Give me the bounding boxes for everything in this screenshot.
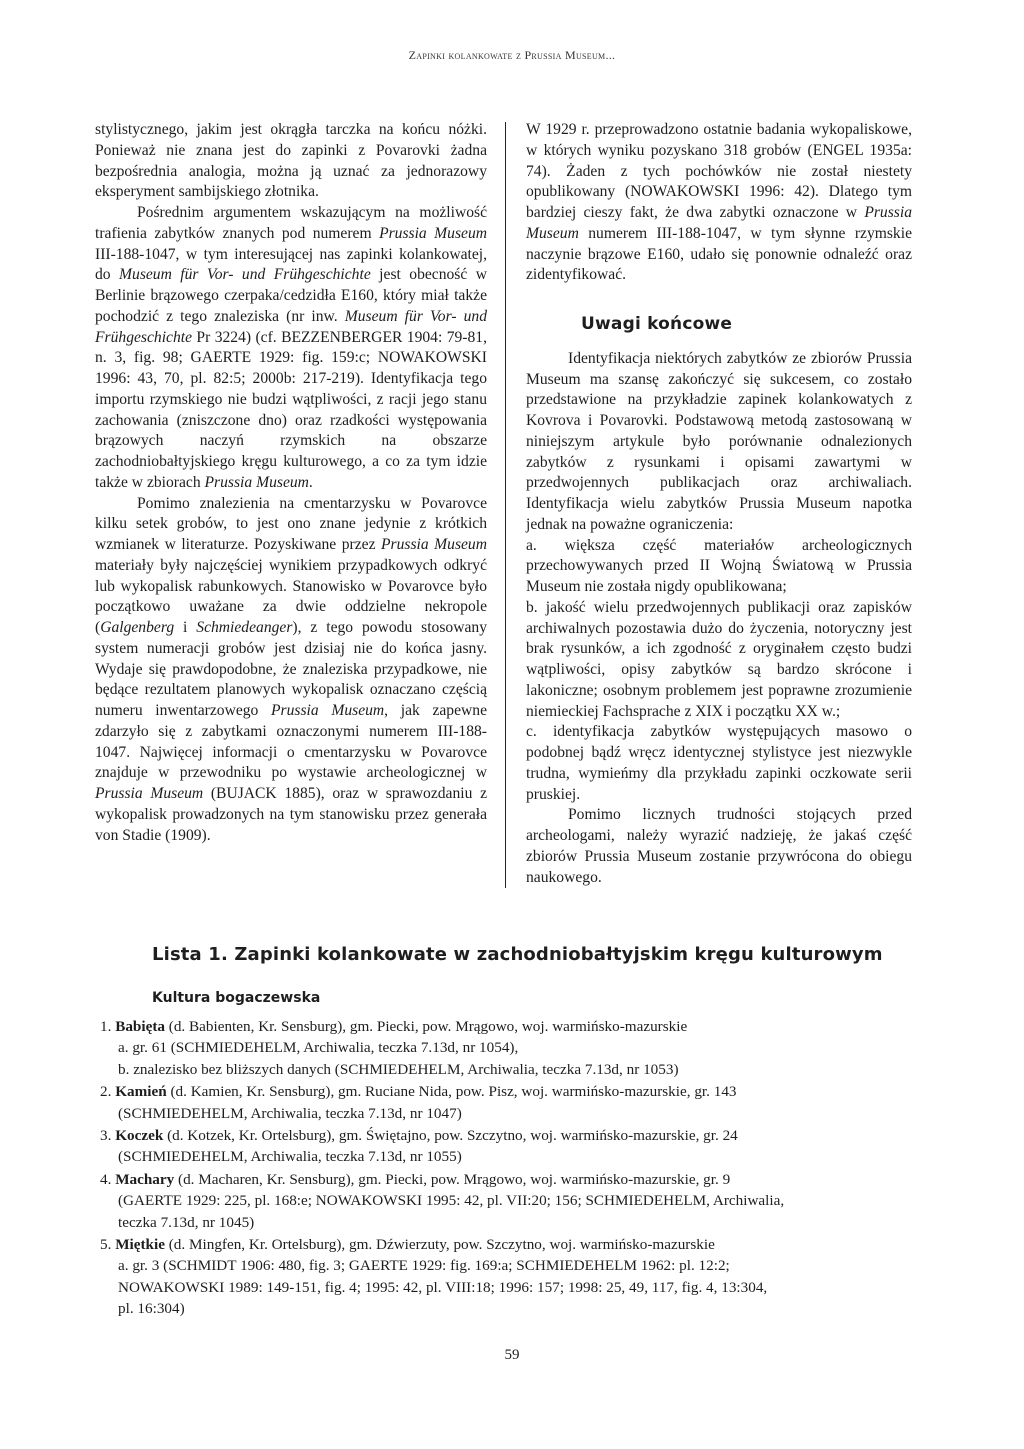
site-description: (d. Macharen, Kr. Sensburg), gm. Piecki, pow. Mrągowo, woj. warmińsko-mazurskie, gr. 9 [174,1170,731,1188]
site-name: Babięta [115,1018,165,1035]
list-item: a. większa część materiałów archeologicznych przechowywanych przed II Wojną Światową w Prussia Museum nie została nigdy opublikowana; [526,536,912,595]
site-reference-line: a. gr. 61 (SCHMIEDEHELM, Archiwalia, teczka 7.13d, nr 1054), [118,1039,519,1057]
site-entry-heading [100,1081,930,1102]
site-entry [100,1125,930,1168]
site-name: Machary [115,1170,175,1188]
list-item: c. identyfikacja zabytków występujących masowo o podobnej bądź wręcz identycznej stylistyce jest niezwykle trudna, wymieńmy dla przykładu zapinki oczkowate serii pruskiej. [526,723,912,803]
site-description: (d. Babienten, Kr. Sensburg), gm. Piecki, pow. Mrągowo, woj. warmińsko-mazurskie [164,1018,688,1035]
site-description: (d. Kotzek, Kr. Ortelsburg), gm. Świętajno, pow. Szczytno, woj. warmińsko-mazurskie, gr. 24 [163,1127,738,1145]
site-number: 5. [100,1236,116,1254]
site-number: 1. [100,1018,116,1035]
section-heading: Uwagi końcowe [581,314,733,334]
site-entry [100,1169,930,1233]
site-name: Miętkie [115,1236,165,1254]
site-reference-line: pl. 16:304) [118,1300,185,1318]
site-number: 4. [100,1170,116,1188]
site-reference-line: a. gr. 3 (SCHMIDT 1906: 480, fig. 3; GAERTE 1929: fig. 169:a; SCHMIEDEHELM 1962: pl. 12:2; [118,1257,730,1275]
paragraph: Pośrednim argumentem wskazującym na możliwość trafienia zabytków znanych pod numerem Prussia Museum III-188-1047, w tym interesującej nas zapinki kolankowatej, do Museum für Vor- und Frühgeschichte jest obecność w Berlinie brązowego czerpaka/cedzidła E160, który miał także pochodzić z tego znaleziska (nr inw. Museum für Vor- und Frühgeschichte Pr 3224) (cf. BEZZENBERGER 1904: 79-81, n. 3, fig. 98; GAERTE 1929: fig. 159:c; NOWAKOWSKI 1996: 43, 70, pl. 82:5; 2000b: 217-219). Identyfikacja tego importu rzymskiego nie budzi wątpliwości, z racji jego stanu zachowania (zniszczone dno) oraz rzadkości występowania brązowych naczyń rzymskich na obszarze zachodniobałtyjskiego kręgu kulturowego, a co za tym idzie także w zbiorach Prussia Museum. [95,204,488,491]
site-name: Kamień [115,1083,167,1101]
running-title: Zapinki kolankowate z Prussia Museum... [408,48,616,62]
site-reference-line: (GAERTE 1929: 225, pl. 168:e; NOWAKOWSKI 1995: 42, pl. VII:20; 156; SCHMIEDEHELM, Archiwalia, [118,1192,785,1210]
right-column [526,120,912,888]
list-title: Lista 1. Zapinki kolankowate w zachodniobałtyjskim kręgu kulturowym [152,944,883,965]
site-reference-line: NOWAKOWSKI 1989: 149-151, fig. 4; 1995: 42, pl. VIII:18; 1996: 157; 1998: 25, 49, 117, fig. 4, 13:304, [118,1278,768,1296]
site-description: (d. Mingfen, Kr. Ortelsburg), gm. Dźwierzuty, pow. Szczytno, woj. warmińsko-mazurskie [164,1236,715,1254]
list-item: b. jakość wielu przedwojennych publikacji oraz zapisków archiwalnych pozostawia dużo do życzenia, notoryczny jest brak rysunków, a ich zgodność z oryginałem często budzi wątpliwości, opisy zabytków są bardzo skrócone i lakoniczne; osobnym problemem jest poprawne zrozumienie niemieckiej Fachsprache z XIX i początku XX w.; [526,598,912,720]
site-entry-heading [100,1169,930,1190]
running-head [0,48,1024,63]
paragraph: W 1929 r. przeprowadzono ostatnie badania wykopaliskowe, w których wyniku pozyskano 318 grobów (ENGEL 1935a: 74). Żaden z tych pochówków nie został niestety opublikowany (NOWAKOWSKI 1996: 42). Dlatego tym bardziej cieszy fakt, że dwa zabytki oznaczone w Prussia Museum numerem III-188-1047, w tym słynne rzymskie naczynie brązowe E160, udało się ponownie odnaleźć oraz zidentyfikować. [526,121,912,284]
page-number: 59 [504,1347,520,1363]
site-entry [100,1016,930,1080]
site-entry [100,1234,930,1320]
site-name: Koczek [115,1127,164,1145]
paragraph: stylistycznego, jakim jest okrągła tarczka na końcu nóżki. Ponieważ nie znana jest do zapinki z Povarovki żadna bezpośrednia analogia, można ją uznać za jednorazowy eksperyment sambijskiego złotnika. [95,121,487,201]
left-column [95,120,487,846]
site-entry-heading [100,1016,930,1037]
site-reference-line: b. znalezisko bez bliższych danych (SCHMIEDEHELM, Archiwalia, teczka 7.13d, nr 1053) [118,1060,679,1078]
site-reference-line: (SCHMIEDEHELM, Archiwalia, teczka 7.13d, nr 1047) [118,1104,462,1122]
site-description: (d. Kamien, Kr. Sensburg), gm. Ruciane Nida, pow. Pisz, woj. warmińsko-mazurskie, gr. 143 [166,1083,737,1101]
paragraph: Identyfikacja niektórych zabytków ze zbiorów Prussia Museum ma szansę zakończyć się sukcesem, co zostało przedstawione na przykładzie zapinek kolankowatych z Kovrova i Povarovki. Podstawową metodą zastosowaną w niniejszym artykule było porównanie odnalezionych zabytków z rysunkami i opisami zawartymi w przedwojennych publikacjach oraz archiwaliach. Identyfikacja wielu zabytków Prussia Museum napotka jednak na poważne ograniczenia: [526,349,912,533]
site-entry [100,1081,930,1124]
site-list [100,1016,930,1321]
paragraph: Pomimo licznych trudności stojących przed archeologami, należy wyrazić nadzieję, że jakaś część zbiorów Prussia Museum zostanie przywrócona do obiegu naukowego. [526,806,912,886]
site-reference-line: teczka 7.13d, nr 1045) [118,1213,255,1231]
list-subtitle: Kultura bogaczewska [152,990,321,1006]
site-entry-heading [100,1234,930,1255]
column-divider [505,122,506,888]
paragraph: Pomimo znalezienia na cmentarzysku w Povarovce kilku setek grobów, to jest ono znane jedynie z krótkich wzmianek w literaturze. Pozyskiwane przez Prussia Museum materiały były najczęściej wynikiem przypadkowych odkryć lub wykopalisk rabunkowych. Stanowisko w Povarovce było początkowo uważane za dwie oddzielne nekropole (Galgenberg i Schmiedeanger), z tego powodu stosowany system numeracji grobów jest dzisiaj nie do końca jasny. Wydaje się prawdopodobne, że znaleziska przypadkowe, nie będące rezultatem planowych wykopalisk oznaczano częścią numeru inwentarzowego Prussia Museum, jak zapewne zdarzyło się z zabytkami oznaczonymi numerem III-188-1047. Najwięcej informacji o cmentarzysku w Povarovce znajduje w przewodniku po wystawie archeologicznej w Prussia Museum (BUJACK 1885), oraz w sprawozdaniu z wykopalisk prowadzonych na tym stanowisku przez generała von Stadie (1909). [95,494,487,844]
site-number: 2. [100,1083,116,1101]
site-reference-line: (SCHMIEDEHELM, Archiwalia, teczka 7.13d, nr 1055) [118,1148,462,1166]
site-entry-heading [100,1125,930,1146]
site-number: 3. [100,1127,116,1145]
